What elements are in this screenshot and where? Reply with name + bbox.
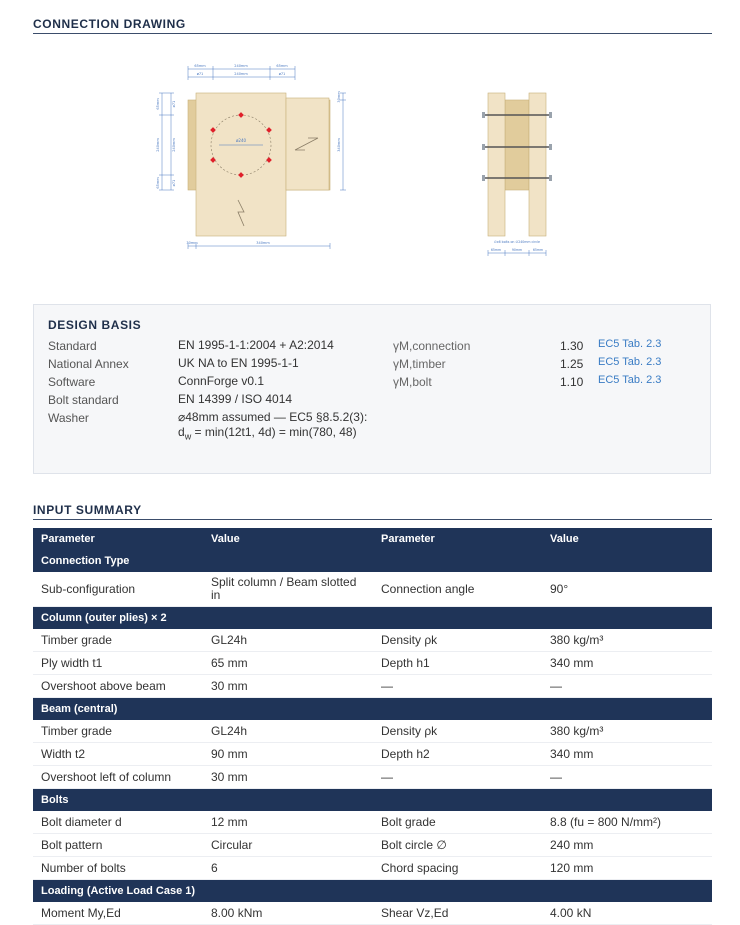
gamma-connection-ref-link[interactable]: EC5 Tab. 2.3: [598, 338, 662, 350]
db-value-standard: EN 1995-1-1:2004 + A2:2014: [178, 338, 334, 352]
left-dim-2: 240mm: [156, 138, 160, 152]
group-row: [33, 607, 712, 630]
side-caption: ∅x6 bolts on ∅240mm circle: [493, 240, 541, 244]
left-dim-1: 65mm: [156, 98, 160, 110]
connection-drawing-title: CONNECTION DRAWING: [33, 17, 186, 31]
cell: Timber grade: [33, 720, 203, 743]
connection-drawing-rule: [33, 33, 712, 34]
side-dim-2: 90mm: [511, 248, 523, 252]
header-value: Value: [542, 528, 712, 550]
bottom-dim-1: 30mm: [186, 241, 198, 245]
beam-side: [505, 100, 529, 190]
cell: Width t2: [33, 743, 203, 766]
db-label-washer: Washer: [48, 411, 89, 425]
left-dim-3: 65mm: [156, 177, 160, 189]
cell: Overshoot left of column: [33, 766, 203, 789]
table-row: [33, 811, 712, 834]
cell: Circular: [203, 834, 373, 857]
group-label: Loading (Active Load Case 1): [33, 880, 712, 903]
gamma-connection-value: 1.30: [560, 339, 584, 353]
gamma-timber-label: γM,timber: [393, 357, 446, 371]
db-label-national-annex: National Annex: [48, 357, 129, 371]
group-label: Bolts: [33, 789, 712, 812]
top-dim-1: 65mm: [194, 64, 206, 68]
cell: 340 mm: [542, 743, 712, 766]
cell: Bolt pattern: [33, 834, 203, 857]
input-summary-table: [33, 528, 712, 925]
db-value-software: ConnForge v0.1: [178, 374, 265, 388]
cell: Density ρk: [373, 629, 542, 652]
gamma-bolt-label: γM,bolt: [393, 375, 432, 389]
cell: 6: [203, 857, 373, 880]
db-value-national-annex: UK NA to EN 1995-1-1: [178, 356, 299, 370]
group-row: [33, 789, 712, 812]
gamma-bolt-ref-link[interactable]: EC5 Tab. 2.3: [598, 374, 662, 386]
cell: —: [542, 675, 712, 698]
cell: 240 mm: [542, 834, 712, 857]
cell: Density ρk: [373, 720, 542, 743]
db-value-bolt-standard: EN 14399 / ISO 4014: [178, 392, 293, 406]
cell: 30 mm: [203, 766, 373, 789]
washer-assumption: ⌀48mm assumed — EC5 §8.5.2(3):: [178, 410, 368, 424]
cell: 4.00 kN: [542, 902, 712, 925]
table-header-row: [33, 528, 712, 550]
bottom-dim-2: 340mm: [256, 241, 270, 245]
left-dim2-3: ø71: [172, 179, 176, 187]
cell: GL24h: [203, 720, 373, 743]
cell: 12 mm: [203, 811, 373, 834]
db-label-bolt-standard: Bolt standard: [48, 393, 119, 407]
right-dim: 340mm: [337, 138, 341, 152]
group-row: [33, 698, 712, 721]
cell: 90°: [542, 572, 712, 607]
cell: 380 kg/m³: [542, 629, 712, 652]
group-label: Column (outer plies) × 2: [33, 607, 712, 630]
table-row: [33, 834, 712, 857]
table-row: [33, 743, 712, 766]
gamma-timber-ref-link[interactable]: EC5 Tab. 2.3: [598, 356, 662, 368]
input-summary-rule: [33, 519, 712, 520]
side-dim-3: 65mm: [532, 248, 544, 252]
design-basis-title: DESIGN BASIS: [48, 318, 142, 332]
connection-drawing: [33, 40, 712, 280]
cell: Split column / Beam slotted in: [203, 572, 373, 607]
left-dim2-1: ø71: [172, 100, 176, 108]
input-summary-title: INPUT SUMMARY: [33, 503, 142, 517]
table-row: [33, 572, 712, 607]
cell: Shear Vz,Ed: [373, 902, 542, 925]
cell: 65 mm: [203, 652, 373, 675]
top-dim2-2: 240mm: [234, 72, 248, 76]
cell: Depth h1: [373, 652, 542, 675]
gamma-timber-value: 1.25: [560, 357, 584, 371]
cell: Connection angle: [373, 572, 542, 607]
front-view: [156, 64, 346, 249]
table-row: [33, 857, 712, 880]
header-parameter: Parameter: [373, 528, 542, 550]
circle-label: ø240: [235, 138, 247, 143]
cell: Timber grade: [33, 629, 203, 652]
top-dim-3: 65mm: [276, 64, 288, 68]
cell: —: [542, 766, 712, 789]
cell: Ply width t1: [33, 652, 203, 675]
header-value: Value: [203, 528, 373, 550]
cell: Moment My,Ed: [33, 902, 203, 925]
washer-formula: $d_w = \min(12t1$, 4d) = min(780, 48): [178, 425, 357, 442]
cell: 120 mm: [542, 857, 712, 880]
group-row: [33, 550, 712, 572]
cell: 340 mm: [542, 652, 712, 675]
cell: Depth h2: [373, 743, 542, 766]
gamma-bolt-value: 1.10: [560, 375, 584, 389]
table-row: [33, 629, 712, 652]
cell: Number of bolts: [33, 857, 203, 880]
gamma-connection-label: γM,connection: [393, 339, 471, 353]
cell: GL24h: [203, 629, 373, 652]
cell: Sub-configuration: [33, 572, 203, 607]
cell: 8.00 kNm: [203, 902, 373, 925]
cell: Chord spacing: [373, 857, 542, 880]
left-dim2-2: 240mm: [172, 138, 176, 152]
side-view: [482, 93, 552, 256]
db-value-washer: [178, 410, 367, 444]
right-top-dim: 30mm: [337, 91, 341, 103]
cell: Bolt diameter d: [33, 811, 203, 834]
cell: 8.8 (fu = 800 N/mm²): [542, 811, 712, 834]
cell: Overshoot above beam: [33, 675, 203, 698]
cell: 30 mm: [203, 675, 373, 698]
table-row: [33, 720, 712, 743]
table-row: [33, 766, 712, 789]
cell: —: [373, 766, 542, 789]
side-dim-1: 65mm: [490, 248, 502, 252]
db-label-standard: Standard: [48, 339, 97, 353]
table-row: [33, 675, 712, 698]
db-label-software: Software: [48, 375, 96, 389]
top-dim2-1: ø71: [196, 72, 204, 76]
table-row: [33, 902, 712, 925]
group-label: Beam (central): [33, 698, 712, 721]
cell: Bolt circle ∅: [373, 834, 542, 857]
beam-extension: [286, 98, 329, 190]
table-row: [33, 652, 712, 675]
design-basis-panel: [33, 304, 711, 474]
cell: 380 kg/m³: [542, 720, 712, 743]
cell: —: [373, 675, 542, 698]
cell: 90 mm: [203, 743, 373, 766]
group-row: [33, 880, 712, 903]
header-parameter: Parameter: [33, 528, 203, 550]
cell: Bolt grade: [373, 811, 542, 834]
top-dim2-3: ø71: [278, 72, 286, 76]
top-dim-2: 240mm: [234, 64, 248, 68]
group-label: Connection Type: [33, 550, 712, 572]
